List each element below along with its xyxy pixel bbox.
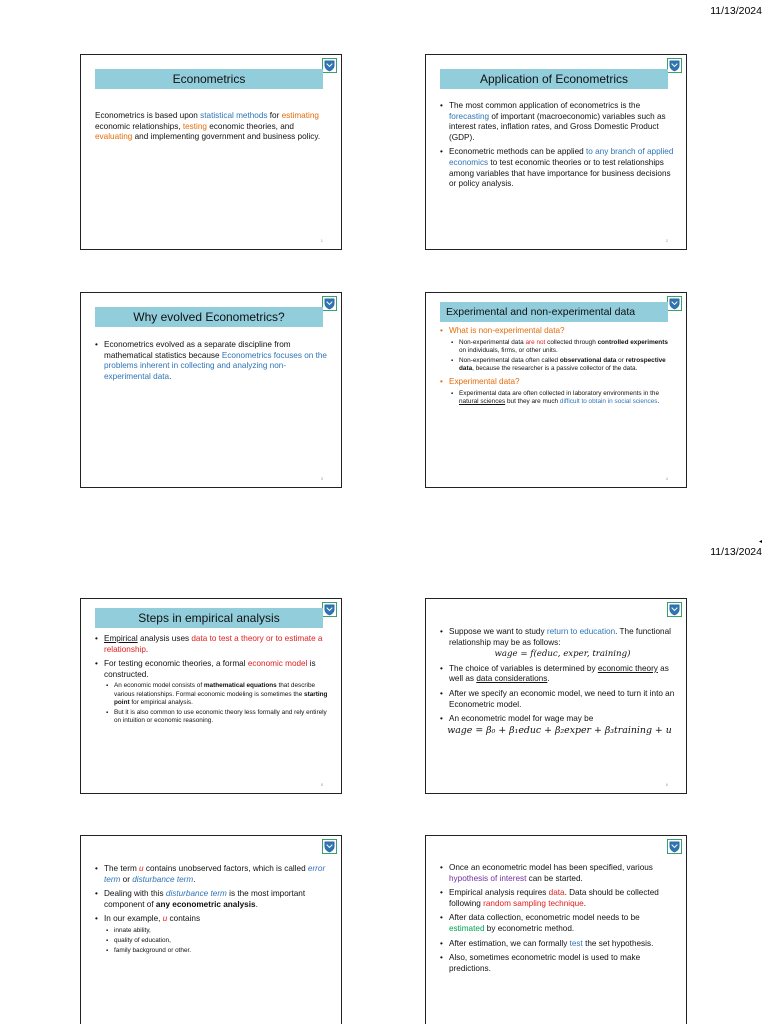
university-crest-icon [322,58,337,73]
slide-body [95,111,331,147]
university-crest-icon [667,296,682,311]
bullet: • For testing economic theories, a formal economic model is constructed. ▪ An economic model consists of mathematical equations that describe various relationships. Formal economic modeling is sometimes the starting point for empirical analysis. ▪ But it is also common to use economic theory less formally and rely entirely on intuition or economic reasoning. [95,659,331,725]
sub-bullet: ▪ quality of education, [106,937,331,945]
university-crest-icon [667,839,682,854]
slide-body [95,864,331,960]
slide-application-of-econometrics: Application of Econometrics • The most common application of econometrics is the forecasting of important (macroeconomic) variables such as interest rates, inflation rates, and Gross Domestic Product (GDP). • Econometric methods can be applied to any branch of applied economics to test economic theories or to test relationships among variables that have importance for business decisions or policy analysis. 2 [425,54,687,250]
slide-body [440,627,676,740]
slide-body [440,101,676,194]
slide-wage-model: • Suppose we want to study return to education. The functional relationship may be as follows: wage = f(educ, exper, training) • The choice of variables is determined by economic theory as well as data considerations. • After we specify an economic model, we need to turn it into an Econometric model. • An econometric model for wage may be wage = β₀ + β₁educ + β₂exper + β₃training + u 6 [425,598,687,794]
bullet: • Empirical analysis uses data to test a theory or to estimate a relationship. [95,634,331,655]
bullet: • In our example, u contains ▪ innate ability, ▪ quality of education, ▪ family background or other. [95,914,331,955]
slide-title: Why evolved Econometrics? [95,307,323,327]
econometric-model-equation: wage = β₀ + β₁educ + β₂exper + β₃training + u [447,724,672,736]
bullet: • Also, sometimes econometric model is used to make predictions. [440,953,676,974]
bullet: • Suppose we want to study return to education. The functional relationship may be as follows: wage = f(educ, exper, training) [440,627,676,660]
bullet: • The most common application of econometrics is the forecasting of important (macroeconomic) variables such as interest rates, inflation rates, and Gross Domestic Product (GDP). [440,101,676,143]
bullet: • Once an econometric model has been specified, various hypothesis of interest can be started. [440,863,676,884]
paragraph: Econometrics is based upon statistical methods for estimating economic relationships, testing economic theories, and evaluating and implementing government and business policy. [95,111,321,142]
bullet: • After we specify an economic model, we need to turn it into an Econometric model. [440,689,676,710]
bullet: • An econometric model for wage may be wage = β₀ + β₁educ + β₂exper + β₃training + u [440,714,676,736]
bullet: • The choice of variables is determined by economic theory as well as data considerations. [440,664,676,685]
slide-body [440,863,676,978]
bullet: • Econometric methods can be applied to any branch of applied economics to test economic theories or to test relationships among variables that have importance for business decisions or policy analysis. [440,147,676,189]
sub-bullet: ▪ Non-experimental data often called observational data or retrospective data, because the researcher is a passive collector of the data. [451,357,676,373]
slide-title: Application of Econometrics [440,69,668,89]
university-crest-icon [667,58,682,73]
sub-bullet: ▪ An economic model consists of mathematical equations that describe various relationships. Formal economic modeling is sometimes the starting point for empirical analysis. [106,682,331,707]
bullet: • After estimation, we can formally test the set hypothesis. [440,939,676,950]
bullet: • What is non-experimental data? ▪ Non-experimental data are not collected through controlled experiments on individuals, firms, or other units. ▪ Non-experimental data often called observational data or retrospective data, because the researcher is a passive collector of the data. [440,326,676,373]
university-crest-icon [322,839,337,854]
wage-function-equation: wage = f(educ, exper, training) [494,649,631,660]
university-crest-icon [667,602,682,617]
slide-why-evolved-econometrics: Why evolved Econometrics? • Econometrics evolved as a separate discipline from mathematical statistics because Econometrics focuses on the problems inherent in collecting and analyzing non-experimental data. 3 [80,292,342,488]
sub-bullet: ▪ Experimental data are often collected in laboratory environments in the natural sciences but they are much difficult to obtain in social sciences. [451,390,676,406]
slide-body [440,326,676,410]
bullet: • Experimental data? ▪ Experimental data are often collected in laboratory environments in the natural sciences but they are much difficult to obtain in social sciences. [440,377,676,406]
slide-error-term [80,835,342,1024]
slide-experimental-data: Experimental and non-experimental data • What is non-experimental data? ▪ Non-experimental data are not collected through controlled experiments on individuals, firms, or other units. ▪ Non-experimental data often called observational data or retrospective data, because the researcher is a passive collector of the data. • Experimental data? ▪ Experimental data are often collected in laboratory environments in the natural sciences but they are much difficult to obtain in social sciences. 4 [425,292,687,488]
university-crest-icon [322,296,337,311]
sub-bullet: ▪ But it is also common to use economic theory less formally and rely entirely on intuition or economic reasoning. [106,709,331,725]
sub-bullet: ▪ Non-experimental data are not collected through controlled experiments on individuals, firms, or other units. [451,339,676,355]
slide-title: Econometrics [95,69,323,89]
bullet: • Dealing with this disturbance term is the most important component of any econometric analysis. [95,889,331,910]
slide-steps-in-empirical-analysis: Steps in empirical analysis • Empirical analysis uses data to test a theory or to estimate a relationship. • For testing economic theories, a formal economic model is constructed. ▪ An economic model consists of mathematical equations that describe various relationships. Formal economic modeling is sometimes the starting point for empirical analysis. ▪ But it is also common to use economic theory less formally and rely entirely on intuition or economic reasoning. 5 [80,598,342,794]
slide-body [95,634,331,729]
bullet: • Empirical analysis requires data. Data should be collected following random sampling technique. [440,888,676,909]
university-crest-icon [322,602,337,617]
bullet: • The term u contains unobserved factors, which is called error term or disturbance term. [95,864,331,885]
sub-bullet: ▪ innate ability, [106,927,331,935]
bullet: • After data collection, econometric model needs to be estimated by econometric method. [440,913,676,934]
date-stamp-top: 11/13/2024 [710,5,762,17]
slide-model-steps [425,835,687,1024]
sub-bullet: ▪ family background or other. [106,947,331,955]
slide-title: Steps in empirical analysis [95,608,323,628]
slide-title: Experimental and non-experimental data [440,302,668,322]
date-stamp-bottom: 11/13/2024 [710,546,762,558]
slide-body [95,340,331,386]
bullet: • Econometrics evolved as a separate discipline from mathematical statistics because Econometrics focuses on the problems inherent in collecting and analyzing non-experimental data. [95,340,331,382]
slide-econometrics: Econometrics Econometrics is based upon statistical methods for estimating economic relationships, testing economic theories, and evaluating and implementing government and business policy. 1 [80,54,342,250]
